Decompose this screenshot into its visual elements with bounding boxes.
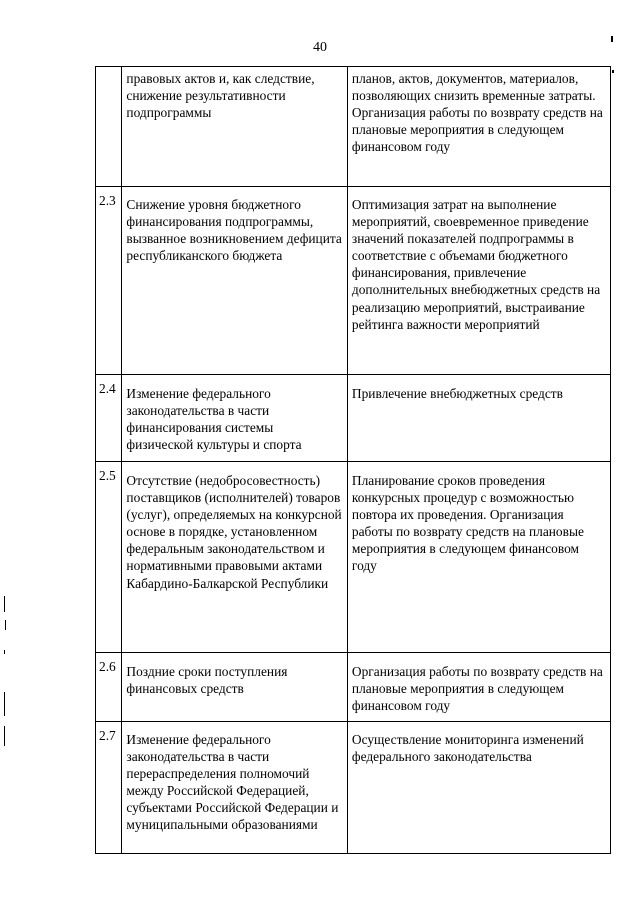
row-number bbox=[96, 67, 122, 187]
risk-table bbox=[95, 66, 611, 854]
row-number: 2.5 bbox=[96, 462, 122, 653]
risk-description: правовых актов и, как следствие, снижение результативности подпрограммы bbox=[122, 67, 348, 187]
table-row bbox=[96, 653, 611, 722]
scan-artifact bbox=[612, 70, 614, 73]
mitigation-measures: Привлечение внебюджетных средств bbox=[347, 375, 610, 462]
scan-artifact bbox=[4, 596, 5, 612]
mitigation-measures: планов, актов, документов, материалов, позволяющих снизить временные затраты. Организация работы по возврату средств на плановые мероприятия в следующем финансовом году bbox=[347, 67, 610, 187]
row-number: 2.7 bbox=[96, 722, 122, 854]
table-row bbox=[96, 462, 611, 653]
row-number: 2.6 bbox=[96, 653, 122, 722]
scan-artifact bbox=[4, 650, 5, 654]
row-number: 2.4 bbox=[96, 375, 122, 462]
scan-artifact bbox=[5, 620, 6, 630]
table-row bbox=[96, 187, 611, 375]
risk-description: Изменение федерального законодательства в части перераспределения полномочий между Российской Федерацией, субъектами Российской Федерации и муниципальными образованиями bbox=[122, 722, 348, 854]
mitigation-measures: Организация работы по возврату средств на плановые мероприятия в следующем финансовом году bbox=[347, 653, 610, 722]
mitigation-measures: Планирование сроков проведения конкурсных процедур с возможностью повтора их проведения. Организация работы по возврату средств на плановые мероприятия в следующем финансовом году bbox=[347, 462, 610, 653]
risk-description: Поздние сроки поступления финансовых средств bbox=[122, 653, 348, 722]
risk-description: Снижение уровня бюджетного финансирования подпрограммы, вызванное возникновением дефицита республиканского бюджета bbox=[122, 187, 348, 375]
mitigation-measures: Осуществление мониторинга изменений федерального законодательства bbox=[347, 722, 610, 854]
scan-artifact bbox=[611, 36, 613, 42]
page-number: 40 bbox=[313, 40, 327, 55]
risk-description: Изменение федерального законодательства в части финансирования системы физической культуры и спорта bbox=[122, 375, 348, 462]
row-number: 2.3 bbox=[96, 187, 122, 375]
mitigation-measures: Оптимизация затрат на выполнение мероприятий, своевременное приведение значений показателей подпрограммы в соответствие с объемами бюджетного финансирования, привлечение дополнительных внебюджетных средств на реализацию мероприятий, выстраивание рейтинга важности мероприятий bbox=[347, 187, 610, 375]
table-row bbox=[96, 722, 611, 854]
scan-artifact bbox=[4, 692, 5, 716]
risk-description: Отсутствие (недобросовестность) поставщиков (исполнителей) товаров (услуг), определяемых на конкурсной основе в порядке, установленном федеральным законодательством и нормативными правовыми актами Кабардино-Балкарской Республики bbox=[122, 462, 348, 653]
scan-artifact bbox=[4, 726, 5, 746]
table-row bbox=[96, 375, 611, 462]
table-row bbox=[96, 67, 611, 187]
